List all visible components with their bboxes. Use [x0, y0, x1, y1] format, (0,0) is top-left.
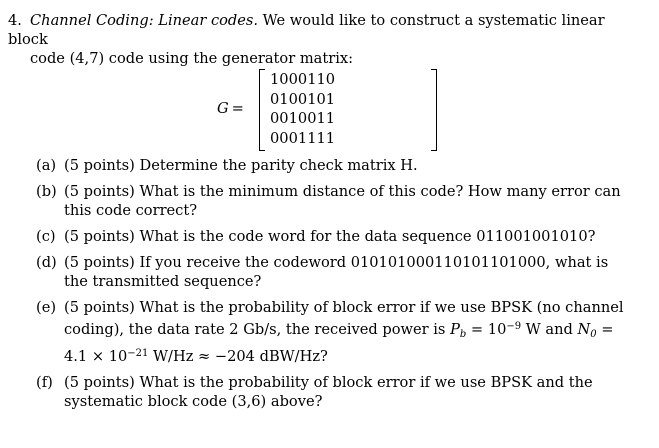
problem-title: Channel Coding: Linear codes. — [30, 12, 259, 29]
matrix-cell: 0 — [297, 110, 308, 128]
matrix-cell: 0 — [288, 90, 298, 108]
matrix-cell: 1 — [325, 90, 336, 108]
part-text: (5 points) What is the minimum distance of this code? How many error can this code correct? — [64, 183, 621, 219]
matrix-cell: 0 — [316, 90, 326, 108]
left-bracket — [259, 69, 265, 151]
matrix-symbol: G — [217, 100, 229, 117]
part-label: (c) — [36, 228, 56, 245]
matrix-cell: 0 — [279, 71, 289, 89]
part-e-post: W/Hz ≈ −204 dBW/Hz? — [148, 348, 328, 365]
part-label: (a) — [36, 157, 57, 174]
part-a — [36, 156, 636, 175]
matrix-cell: 0 — [270, 129, 280, 147]
matrix-row — [270, 109, 335, 129]
part-b — [36, 182, 636, 220]
matrix-cell: 0 — [325, 71, 336, 89]
n0-symbol: N — [577, 321, 591, 338]
unit-text: W and — [521, 321, 578, 338]
part-label: (b) — [36, 183, 57, 200]
problem-statement — [8, 11, 638, 68]
part-label: (d) — [36, 254, 57, 271]
part-text: (5 points) What is the code word for the data sequence 011001001010? — [64, 228, 596, 245]
matrix-row — [270, 70, 335, 90]
matrix-cell: 1 — [316, 129, 326, 147]
matrix-cell: 0 — [279, 129, 289, 147]
problem-number: 4. — [8, 12, 22, 29]
matrix-label — [217, 99, 244, 118]
matrix-cell: 1 — [279, 90, 289, 108]
matrix-cell: 0 — [307, 110, 317, 128]
matrix-cell: 1 — [270, 71, 280, 89]
n0-equals: = 4.1 × 10 — [64, 321, 614, 365]
matrix-equals: = — [231, 100, 244, 117]
part-label: (e) — [36, 299, 57, 316]
part-text — [64, 298, 636, 366]
n0-exponent: −21 — [127, 348, 149, 359]
matrix-cell: 1 — [307, 90, 317, 108]
matrix-cell: 1 — [316, 110, 326, 128]
matrix-cell: 1 — [325, 110, 336, 128]
matrix-cell: 0 — [297, 90, 308, 108]
part-f — [36, 373, 636, 411]
matrix-cell: 1 — [297, 129, 308, 147]
matrix-row — [270, 90, 335, 110]
n0-subscript: 0 — [590, 329, 597, 340]
pb-symbol: P — [450, 321, 460, 338]
part-text: (5 points) Determine the parity check matrix H. — [64, 157, 418, 174]
pb-equals: = 10 — [466, 321, 507, 338]
matrix-cell: 0 — [270, 110, 280, 128]
matrix-cell: 1 — [325, 129, 336, 147]
problem-intro-line2: code (4,7) code using the generator matrix: — [30, 50, 354, 67]
part-d — [36, 253, 636, 291]
pb-exponent: −9 — [506, 321, 522, 332]
right-bracket — [431, 69, 437, 151]
matrix-cell: 0 — [288, 71, 298, 89]
part-label: (f) — [36, 374, 53, 391]
part-e — [36, 298, 636, 366]
matrix-cell: 1 — [307, 71, 317, 89]
matrix-cell: 0 — [297, 71, 308, 89]
part-c — [36, 227, 636, 246]
part-e-pre: (5 points) What is the probability of block error if we use BPSK (no channel coding), the data rate 2 Gb/s, the received power is — [64, 299, 624, 338]
matrix-cell: 0 — [270, 90, 280, 108]
problem-intro: We would like to construct a systematic linear block — [8, 12, 605, 48]
matrix-cell: 1 — [316, 71, 326, 89]
matrix-cell: 1 — [288, 110, 298, 128]
matrix-cell: 0 — [279, 110, 289, 128]
pb-subscript: b — [459, 329, 467, 340]
part-text: (5 points) If you receive the codeword 010101000110101101000, what is the transmitted sequence? — [64, 254, 609, 290]
question-parts — [36, 156, 636, 418]
matrix-cell: 0 — [288, 129, 298, 147]
matrix-table — [270, 70, 335, 148]
part-text: (5 points) What is the probability of block error if we use BPSK and the systematic block code (3,6) above? — [64, 374, 593, 410]
matrix-row — [270, 129, 335, 149]
matrix-cell: 1 — [307, 129, 317, 147]
